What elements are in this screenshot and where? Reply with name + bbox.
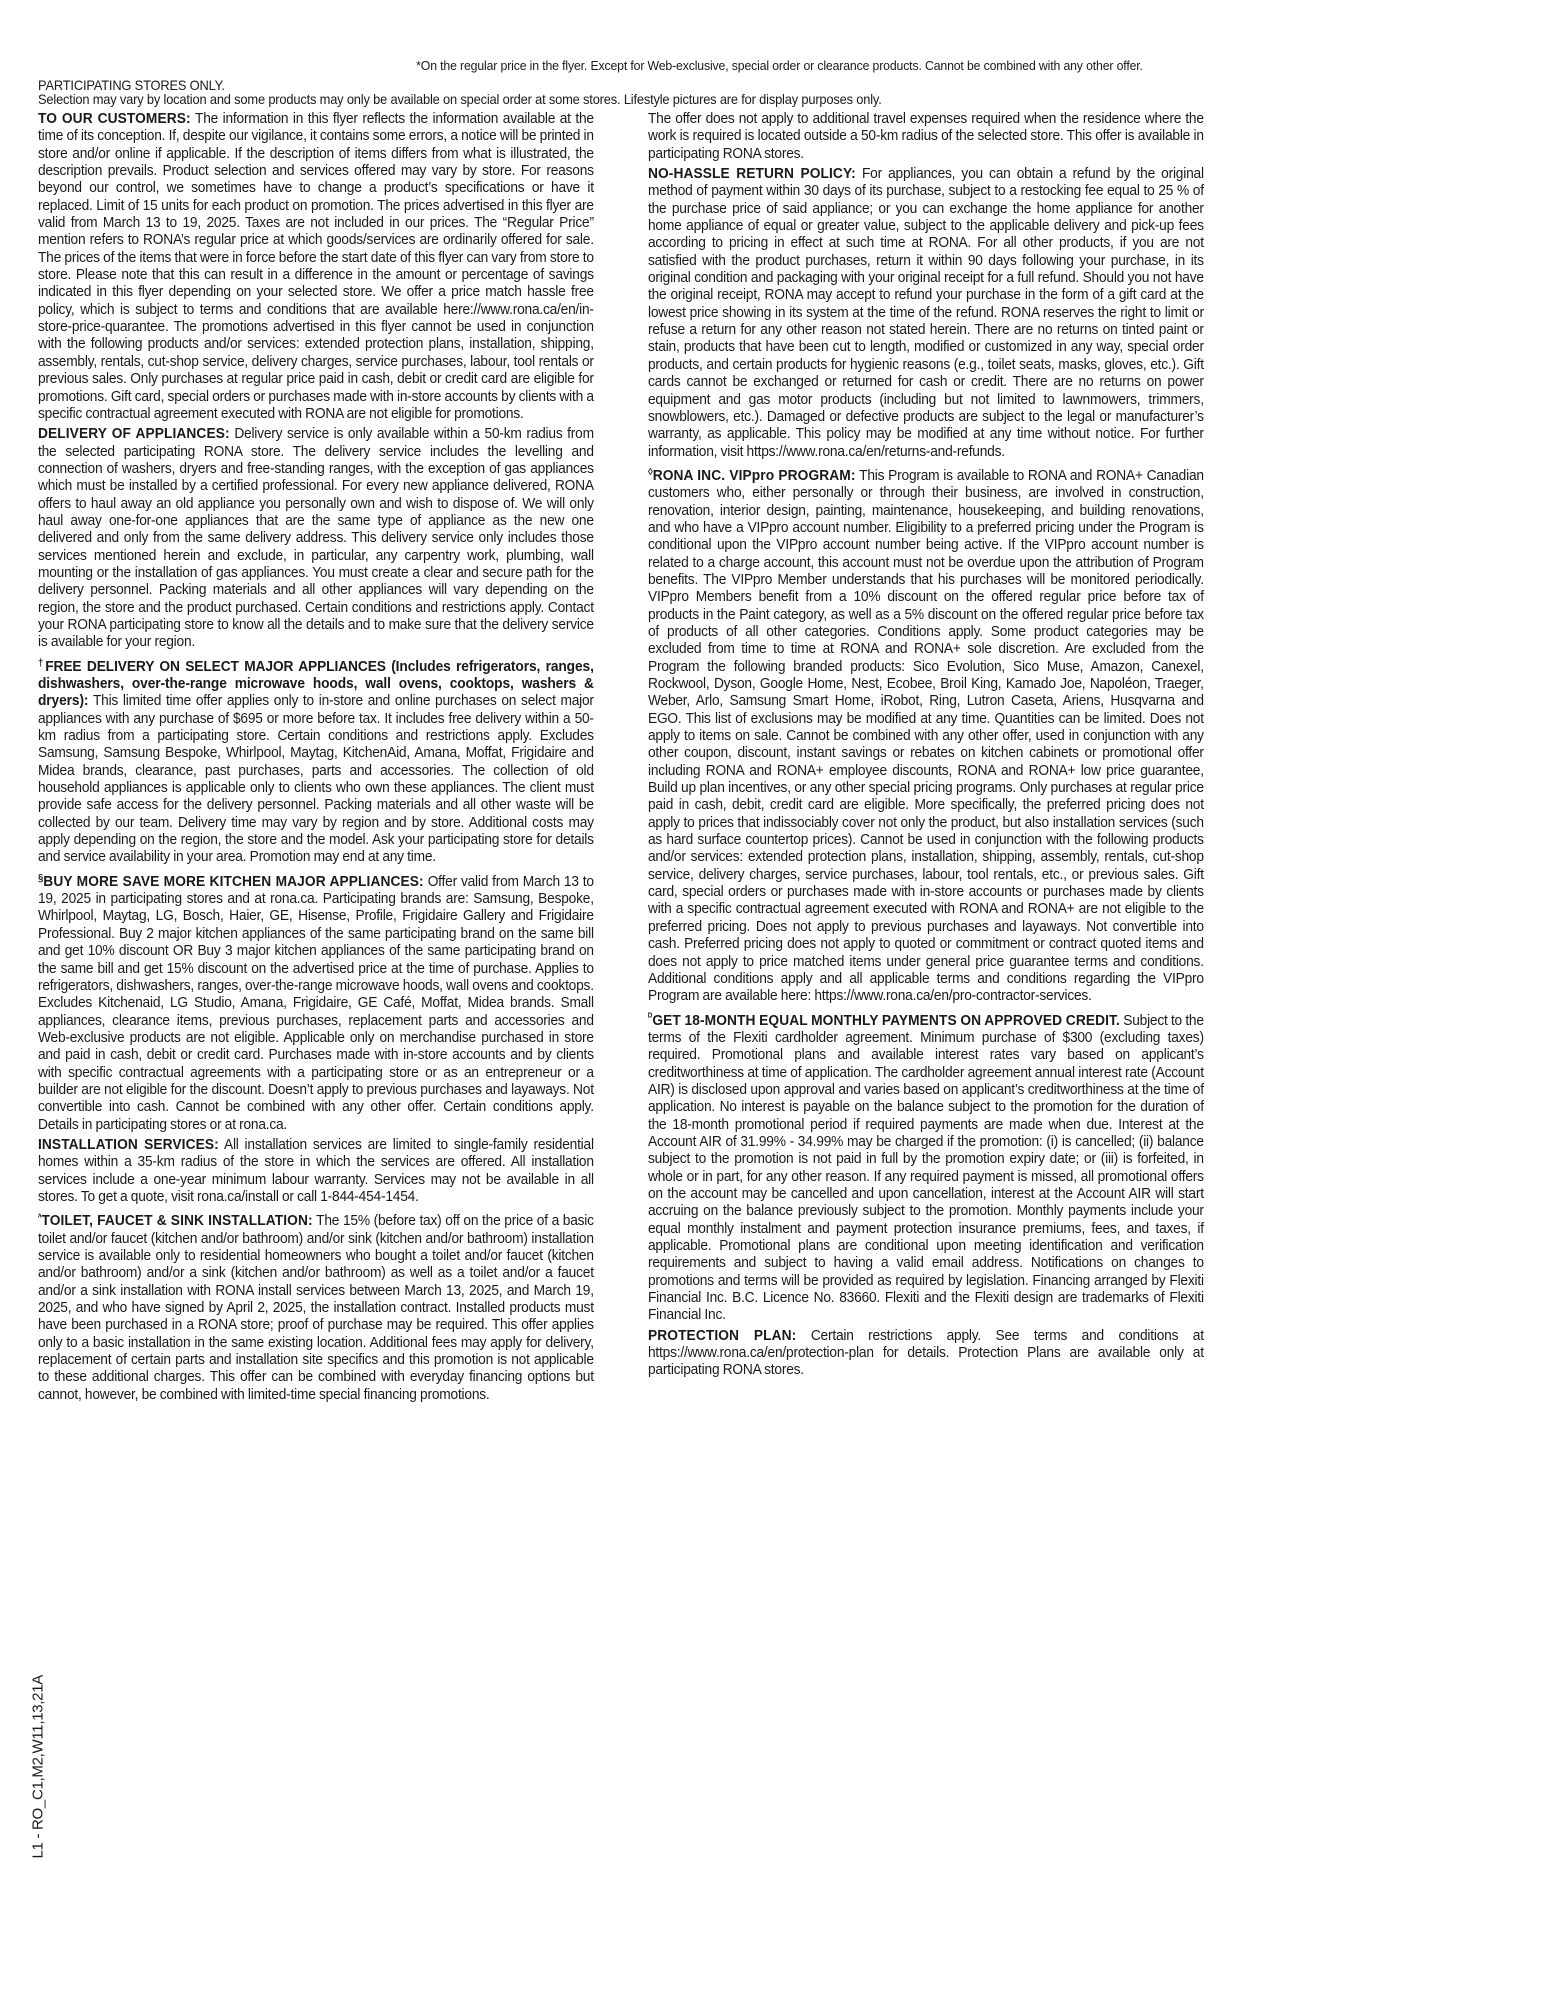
footnote-symbol: † [38,657,46,669]
section-body: All installation services are limited to single-family residential homes within a 35-km radius of the store in which the services are offered. All installation services include a one-year minimum labour warranty. Services may not be available in all stores. To get a quote, visit rona.ca/install or call 1-844-454-1454. [38,1136,594,1205]
section-body: This limited time offer applies only to in-store and online purchases on select major appliances with any purchase of $695 or more before tax. It includes free delivery within a 50-km radius from a participating store. Certain conditions and restrictions apply. Excludes Samsung, Samsung Bespoke, Whirlpool, Maytag, KitchenAid, Amana, Moffat, Frigidaire and Midea brands, clearance, past purchases, parts and accessories. The collection of old household appliances is applicable only to clients who own these appliances. The client must provide safe access for the delivery personnel. Packing materials and all other waste will be collected by our team. Delivery time may vary by region and by store. Additional costs may apply depending on the region, the store and the model. Ask your participating store for details and service availability in your area. Promotion may end at any time. [38,693,594,866]
margin-reference-code: L1 - RO_C1,M2,W11,13,21A [29,1675,47,1859]
section-heading: FREE DELIVERY ON SELECT MAJOR APPLIANCES (Includes refrigerators, ranges, dishwashers, over-the-range microwave hoods, wall ovens, cooktops, washers & dryers): [38,658,594,710]
footnote-symbol: ᶺ [38,1212,42,1224]
footnote-symbol: ◊ [648,466,653,478]
section-body: The offer does not apply to additional travel expenses required when the residence where the work is required is located outside a 50-km radius of the selected store. This offer is available in participating RONA stores. [648,111,1204,162]
terms-paragraph [648,1328,1204,1380]
terms-paragraph [648,464,1204,1006]
terms-paragraph [38,1209,594,1404]
section-heading: PROTECTION PLAN: [648,1327,797,1344]
section-heading: GET 18-MONTH EQUAL MONTHLY PAYMENTS ON APPROVED CREDIT. [652,1012,1120,1029]
terms-paragraph [648,166,1204,461]
section-body: Certain restrictions apply. See terms and conditions at https://www.rona.ca/en/protection-plan for details. Protection Plans are available only at participating RONA stores. [648,1327,1204,1379]
asterisk-disclaimer: *On the regular price in the flyer. Except for Web-exclusive, special order or clearance products. Cannot be combined with any other offer. [416,58,1143,73]
terms-paragraph [648,111,1204,163]
participating-stores-line: PARTICIPATING STORES ONLY. [38,77,225,93]
terms-paragraph [38,655,594,867]
section-body: This Program is available to RONA and RONA+ Canadian customers who, either personally or through their business, are involved in construction, renovation, interior design, painting, maintenance, housekeeping, and building renovations, and who have a VIPpro account number. Eligibility to a preferred pricing under the Program is conditional upon the VIPpro account number being active. If the VIPpro account number is related to a charge account, this account must not be overdue upon the attribution of Program benefits. The VIPpro Member understands that his purchases will be monitored periodically. VIPpro Members benefit from a 10% discount on the offered regular price before tax of products in the Paint category, as well as a 5% discount on the offered regular price before tax of products of all other categories. Conditions apply. Some product categories may be excluded from time to time at RONA and RONA+ sole discretion. Are excluded from the Program the following branded products: Sico Evolution, Sico Muse, Amazon, Canexel, Rockwool, Dyson, Google Home, Nest, Ecobee, Broil King, Kamado Joe, Napoléon, Traeger, Weber, Arlo, Samsung Smart Home, iRobot, Ring, Lutron Caseta, Ariens, Husqvarna and EGO. This list of exclusions may be modified at any time. Quantities can be limited. Does not apply to items on sale. Cannot be combined with any other offer, used in conjunction with any other coupon, discount, instant savings or rebates on kitchen cabinets or promotional offer including RONA and RONA+ employee discounts, RONA and RONA+ low price guarantee, Build up plan incentives, or any other special pricing programs. Only purchases at regular price paid in cash, debit, credit card are eligible. More specifically, the preferred pricing does not apply to prices that indissociably cover not only the product, but also installation services (such as hard surface countertop prices). Cannot be used in conjunction with the following products and/or services: extended protection plans, installation, shipping, assembly, rentals, cut-shop service, delivery charges, service purchases, labour, tool rentals, etc., or previous sales. Gift card, special orders or purchases made with in-store accounts or purchases made by clients with a specific contractual agreement executed with RONA and RONA+ are not eligible to the preferred pricing. Does not apply to previous purchases and layaways. Not convertible into cash. Preferred pricing does not apply to quoted or commitment or contract quoted items and does not apply to price matched items under general price guarantee terms and conditions. Additional conditions apply and all applicable terms and conditions regarding the VIPpro Program are available here: https://www.rona.ca/en/pro-contractor-services. [648,467,1204,1005]
section-heading: TOILET, FAUCET & SINK INSTALLATION: [41,1213,313,1230]
footnote-symbol: § [38,872,44,884]
terms-paragraph [38,1137,594,1206]
section-body: For appliances, you can obtain a refund by the original method of payment within 30 days of its purchase, subject to a restocking fee equal to 25 % of the purchase price of said appliance; or you can exchange the home appliance for another home appliance of equal or greater value, subject to the applicable delivery and pick-up fees according to pricing in effect at such time at RONA. For all other products, if you are not satisfied with the product purchases, return it within 90 days following your purchase, in its original condition and packaging with your original receipt for a full refund. Should you not have the original receipt, RONA may accept to refund your purchase in the form of a gift card at the lowest price showing in its system at the time of the refund. RONA reserves the right to limit or refuse a return for any other reason not stated herein. There are no returns on tinted paint or stain, products that have been cut to length, modified or customized in any way, special order products, and certain products for hygienic reasons (e.g., toilet seats, masks, gloves, etc.). Gift cards cannot be exchanged or returned for cash or credit. There are no returns on power equipment and gas motor products (including but not limited to lawnmowers, trimmers, snowblowers, etc.). Damaged or defective products are subject to the legal or manufacturer’s warranty, as applicable. This policy may be modified at any time without notice. For further information, visit https://www.rona.ca/en/returns-and-refunds. [648,166,1204,460]
section-body: The information in this flyer reflects the information available at the time of its conception. If, despite our vigilance, it contains some errors, a notice will be printed in store and/or online if applicable. If the description of items differs from what is illustrated, the description prevails. Product selection and services offered may vary by store. For reasons beyond our control, we sometimes have to change a product’s specifications or have it replaced. Limit of 15 units for each product on promotion. The prices advertised in this flyer are valid from March 13 to 19, 2025. Taxes are not included in our prices. The “Regular Price” mention refers to RONA’s regular price at which goods/services are ordinarily offered for sale. The prices of the items that were in force before the start date of this flyer can vary from store to store. Please note that this can result in a difference in the amount or percentage of savings indicated in this flyer depending on your selected store. We offer a price match hassle free policy, which is subject to terms and conditions that are available here://www.rona.ca/en/in-store-price-quarantee. The promotions advertised in this flyer cannot be used in conjunction with the following products and/or services: extended protection plans, installation, shipping, assembly, rentals, cut-shop service, delivery charges, service purchases, labour, tool rentals or previous sales. Only purchases at regular price paid in cash, debit or credit card are eligible for promotions. Gift card, special orders or purchases made with in-store accounts by clients with a specific contractual agreement executed with RONA are not eligible for promotions. [38,111,594,422]
section-body: Offer valid from March 13 to 19, 2025 in participating stores and at rona.ca. Participating brands are: Samsung, Bespoke, Whirlpool, Maytag, LG, Bosch, Haier, GE, Hisense, Profile, Frigidaire Gallery and Frigidaire Professional. Buy 2 major kitchen appliances of the same participating brand on the same bill and get 10% discount OR Buy 3 major kitchen appliances of the same participating brand on the same bill and get 15% discount on the advertised price at the time of purchase. Applies to refrigerators, dishwashers, ranges, over-the-range microwave hoods, wall ovens and cooktops. Excludes Kitchenaid, LG Studio, Amana, Frigidaire, GE Café, Moffat, Midea brands. Small appliances, clearance items, previous purchases, replacement parts and accessories and Web-exclusive products are not eligible. Applicable only on merchandise purchased in store and paid in cash, debit or credit card. Purchases made with in-store accounts and by clients with specific contractual agreements with a participating store or as an entrepreneur or a builder are not eligible for the discount. Doesn’t apply to previous purchases and layaways. Not convertible into cash. Cannot be combined with any other offer. Certain conditions apply. Details in participating stores or at rona.ca. [38,873,594,1133]
section-heading: RONA INC. VIPpro PROGRAM: [652,467,856,484]
section-body: The 15% (before tax) off on the price of a basic toilet and/or faucet (kitchen and/or bathroom) and/or sink (kitchen and/or bathroom) installation service is available only to residential homeowners who bought a toilet and/or faucet (kitchen and/or bathroom) and/or a sink (kitchen and/or bathroom) as well as a toilet and/or a faucet and/or a sink installation with RONA install services between March 13, 2025, and March 19, 2025, and who have signed by April 2, 2025, the installation contract. Installed products must have been purchased in a RONA store; proof of purchase may be required. This offer applies only to a basic installation in the same existing location. Additional fees may apply for delivery, replacement of certain parts and installation site specifics and this promotion is not applicable to these additional charges. This offer can be combined with everyday financing options but cannot, however, be combined with limited-time special financing promotions. [38,1213,594,1403]
terms-paragraph [38,870,594,1134]
terms-paragraph [38,111,594,423]
selection-varies-line: Selection may vary by location and some products may only be available on special order at some stores. Lifestyle pictures are for display purposes only. [38,91,882,107]
terms-columns [38,111,1522,1991]
section-body: Subject to the terms of the Flexiti cardholder agreement. Minimum purchase of $300 (excluding taxes) required. Promotional plans and available interest rates vary based on applicant’s creditworthiness at time of application. The cardholder agreement annual interest rate (Account AIR) is disclosed upon approval and varies based on applicant’s creditworthiness at the time of application. No interest is payable on the balance subject to the promotion for the duration of the 18-month promotional period if required payments are made when due. Interest at the Account AIR of 31.99% - 34.99% may be charged if the promotion: (i) is cancelled; (ii) balance subject to the promotion is not paid in full by the promotion expiry date; or (iii) is forfeited, in whole or in part, for any other reason. If any required payment is missed, all promotional offers on the account may be cancelled and upon cancellation, interest at the Account AIR will start accruing on the balance previously subject to the promotion. Monthly payments include your equal monthly instalment and payment protection insurance premiums, fees, and taxes, if applicable. Promotional plans are conditional upon meeting identification and verification requirements and subject to having a valid email address. Notifications on changes to promotions and terms will be provided as required by legislation. Financing arranged by Flexiti Financial Inc. B.C. Licence No. 83660. Flexiti and the Flexiti design are trademarks of Flexiti Financial Inc. [648,1012,1204,1324]
section-heading: DELIVERY OF APPLIANCES: [38,426,230,443]
section-heading: BUY MORE SAVE MORE KITCHEN MAJOR APPLIANCES: [43,873,424,890]
section-body: Delivery service is only available within a 50-km radius from the selected participating RONA store. The delivery service includes the levelling and connection of washers, dryers and free-standing ranges, with the exception of gas appliances which must be installed by a certified professional. For every new appliance delivered, RONA offers to haul away an old appliance you personally own and wish to dispose of. We will only haul away one-for-one appliances that are the same type of appliance as the new one delivered and only from the same delivery address. This delivery service only includes those services mentioned herein and exclude, in particular, any carpentry work, plumbing, wall mounting or the installation of gas appliances. You must create a clear and secure path for the delivery personnel. Packing materials and all other appliances will vary depending on the region, the store and the product purchased. Certain conditions and restrictions apply. Contact your RONA participating store to know all the details and to make sure that the delivery service is available for your region. [38,426,594,651]
right-terms-column [648,111,1230,1380]
footnote-symbol: ᴰ [648,1011,653,1023]
terms-paragraph [38,426,594,651]
section-heading: TO OUR CUSTOMERS: [38,111,191,127]
left-terms-column [38,111,620,1404]
terms-paragraph [648,1009,1204,1325]
section-heading: INSTALLATION SERVICES: [38,1136,219,1153]
section-heading: NO-HASSLE RETURN POLICY: [648,166,856,183]
